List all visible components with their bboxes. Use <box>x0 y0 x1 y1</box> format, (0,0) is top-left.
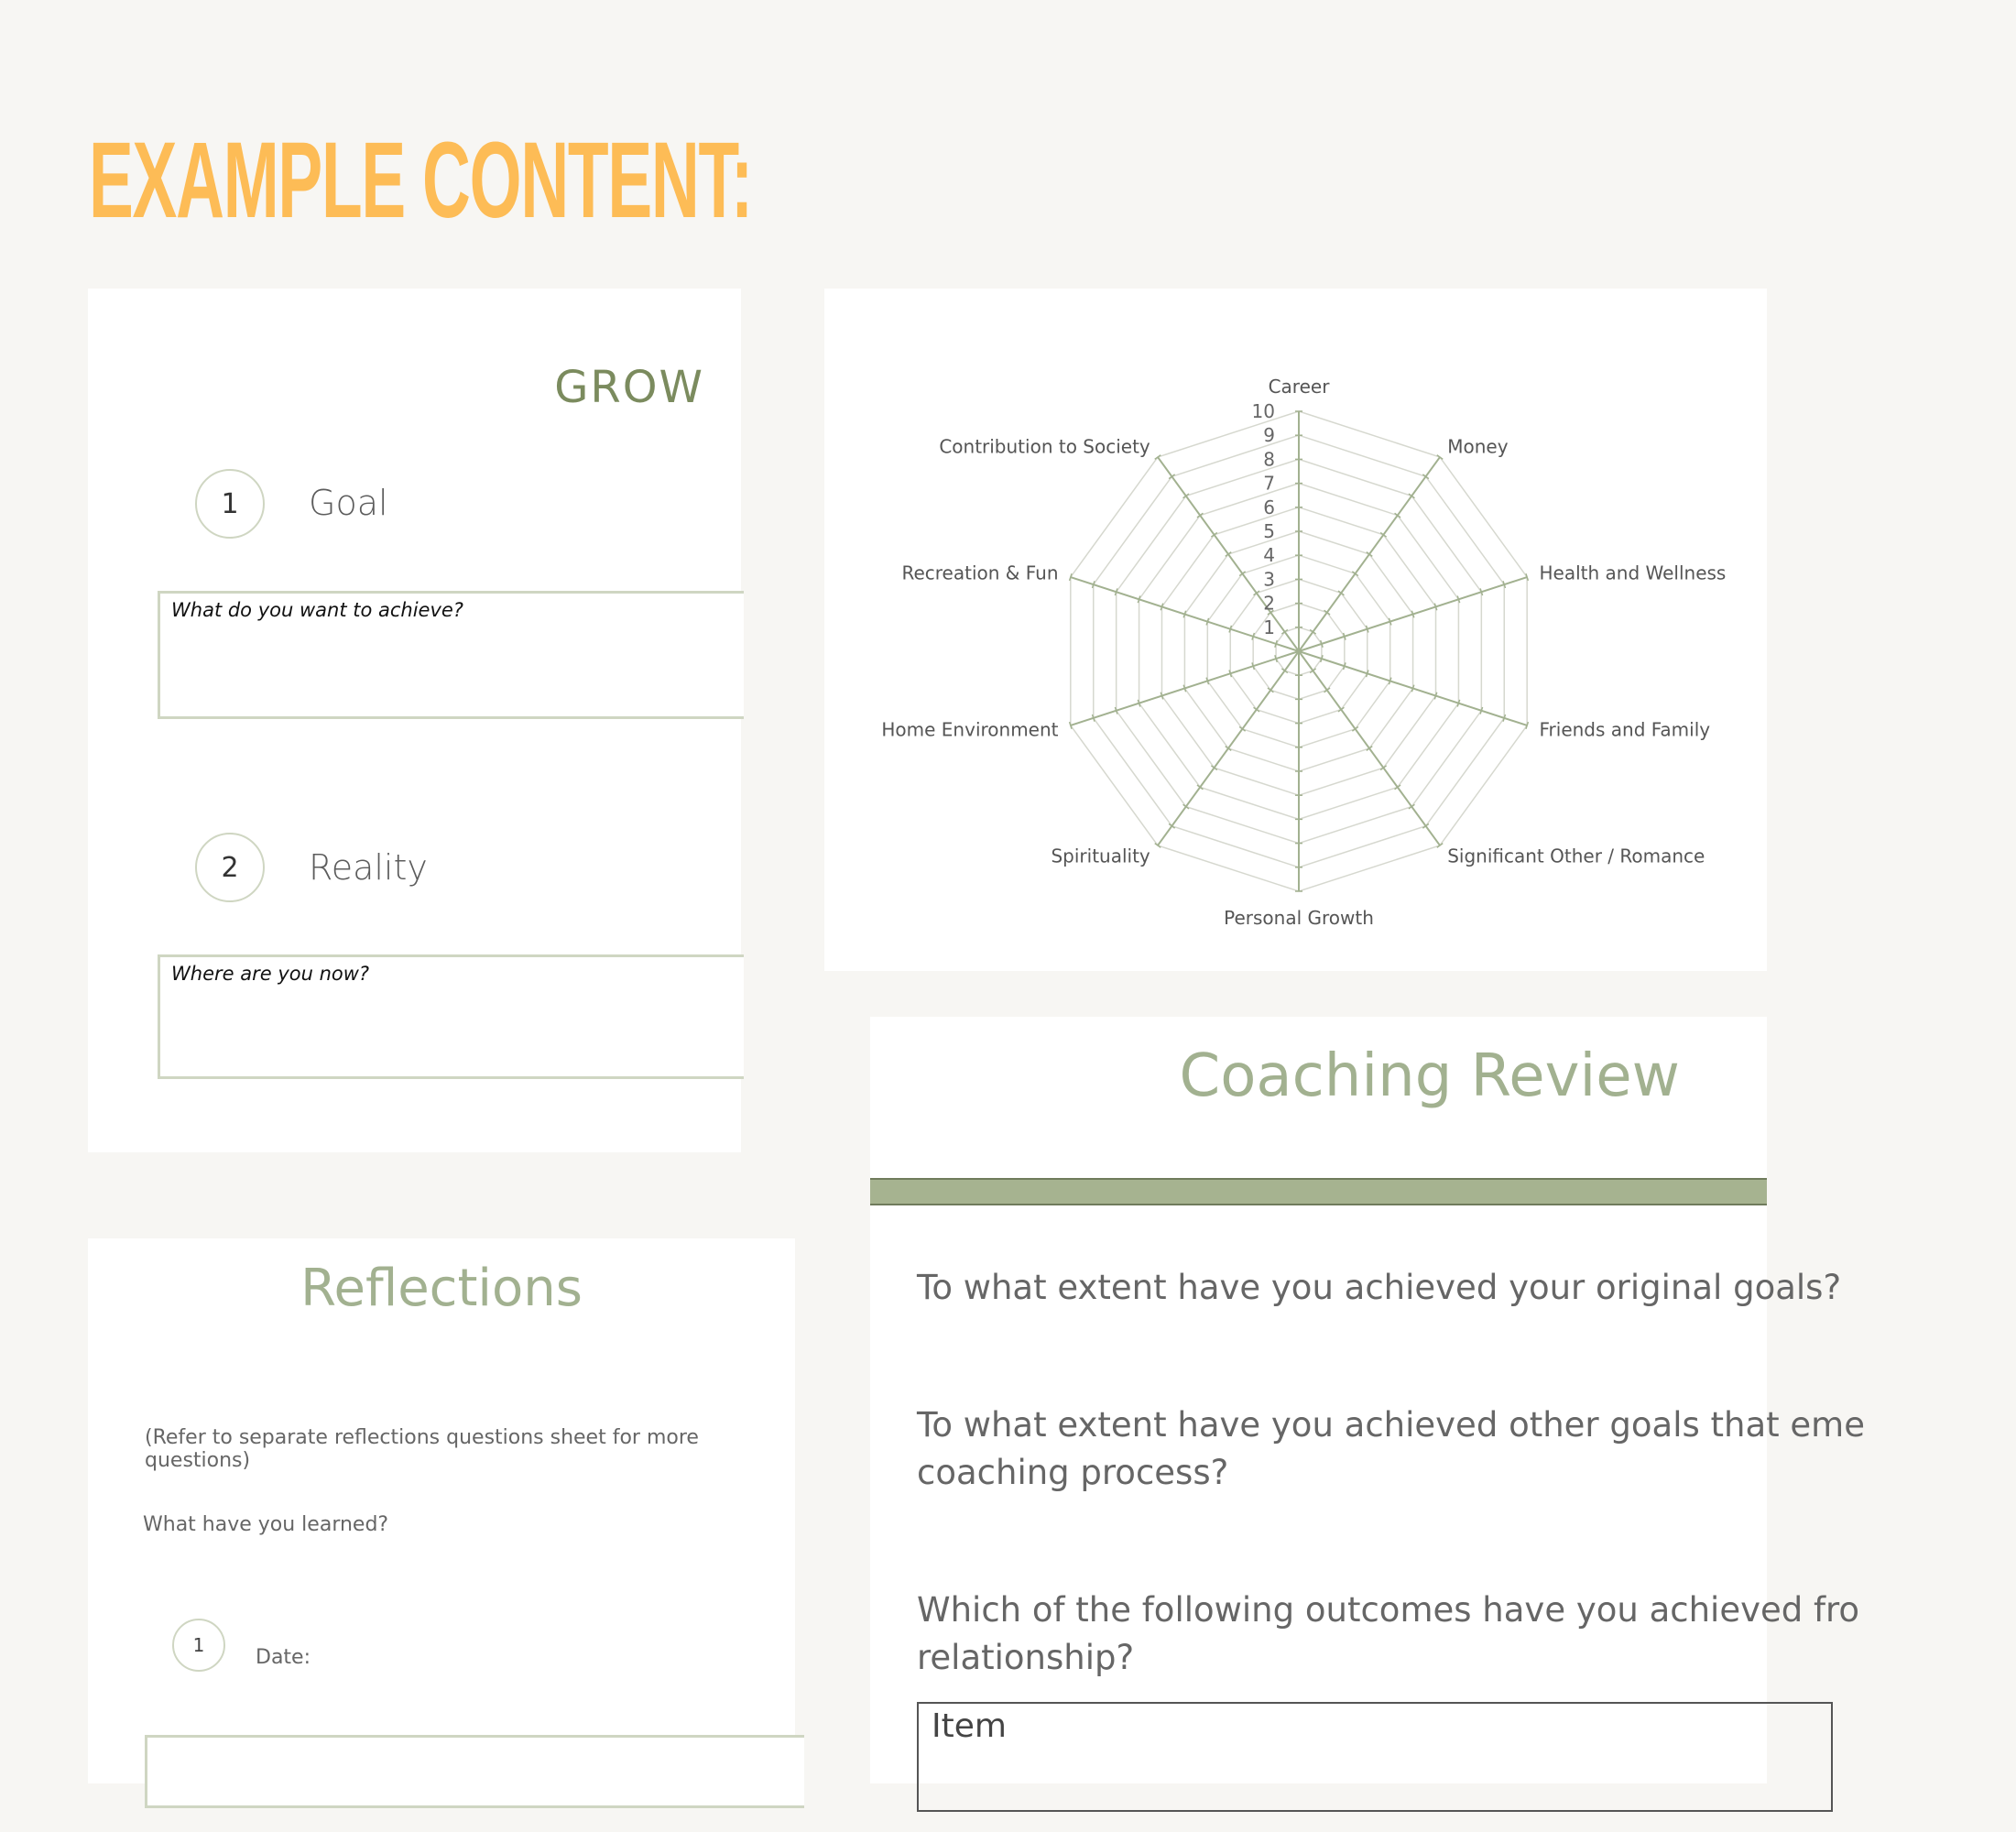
reflections-title: Reflections <box>300 1259 583 1318</box>
reflections-card <box>88 1238 795 1783</box>
scale-label-4: 4 <box>1263 544 1275 567</box>
reflections-note: (Refer to separate reflections questions sheet for more questions) <box>145 1426 699 1472</box>
axis-label: Career <box>1268 376 1330 398</box>
coaching-review-card <box>870 1017 1865 1783</box>
axis-label: Money <box>1447 435 1509 458</box>
scale-label-8: 8 <box>1263 448 1275 471</box>
scale-label-2: 2 <box>1263 592 1275 615</box>
scale-label-9: 9 <box>1263 424 1275 447</box>
scale-label-6: 6 <box>1263 496 1275 518</box>
goal-input[interactable] <box>158 591 744 719</box>
review-question-3-cont: relationship? <box>917 1638 1135 1677</box>
step-number-reality: 2 <box>195 833 265 902</box>
reflections-question: What have you learned? <box>143 1513 389 1536</box>
scale-label-1: 1 <box>1263 616 1275 638</box>
scale-label-10: 10 <box>1251 400 1275 422</box>
wheel-of-life-card <box>824 289 1767 971</box>
grow-title: GROW <box>554 362 704 413</box>
review-question-1: To what extent have you achieved your original goals? <box>917 1268 1842 1307</box>
scale-label-5: 5 <box>1263 520 1275 542</box>
review-question-2-cont: coaching process? <box>917 1453 1229 1492</box>
goal-prompt: What do you want to achieve? <box>171 599 463 621</box>
axis-label: Personal Growth <box>1224 907 1374 929</box>
reality-input[interactable] <box>158 954 744 1079</box>
step-number-goal: 1 <box>195 469 265 539</box>
reflection-date-label: Date: <box>256 1646 311 1669</box>
review-question-2: To what extent have you achieved other goals that eme <box>917 1405 1865 1445</box>
axis-label: Spirituality <box>1051 845 1150 867</box>
reflection-entry-input[interactable] <box>145 1735 804 1808</box>
scale-label-3: 3 <box>1263 568 1275 591</box>
axis-label: Friends and Family <box>1539 718 1711 741</box>
scale-label-7: 7 <box>1263 472 1275 495</box>
outcomes-table-header: Item <box>932 1707 1007 1745</box>
step-label-goal: Goal <box>309 483 388 523</box>
coaching-review-title: Coaching Review <box>1179 1042 1680 1110</box>
axis-label: Home Environment <box>881 718 1059 741</box>
step-label-reality: Reality <box>309 847 428 888</box>
reflection-entry-number: 1 <box>172 1619 225 1672</box>
axis-label: Significant Other / Romance <box>1447 845 1705 867</box>
axis-label: Recreation & Fun <box>901 562 1059 584</box>
review-divider-bar <box>870 1178 1767 1205</box>
grow-card <box>88 289 741 1152</box>
axis-label: Contribution to Society <box>939 435 1150 458</box>
reality-prompt: Where are you now? <box>171 963 370 985</box>
axis-label: Health and Wellness <box>1539 562 1727 584</box>
wheel-of-life-chart <box>824 289 1767 971</box>
outcomes-table <box>917 1702 1833 1812</box>
review-question-3: Which of the following outcomes have you achieved fro <box>917 1590 1860 1630</box>
page-headline: EXAMPLE CONTENT: <box>89 120 752 241</box>
